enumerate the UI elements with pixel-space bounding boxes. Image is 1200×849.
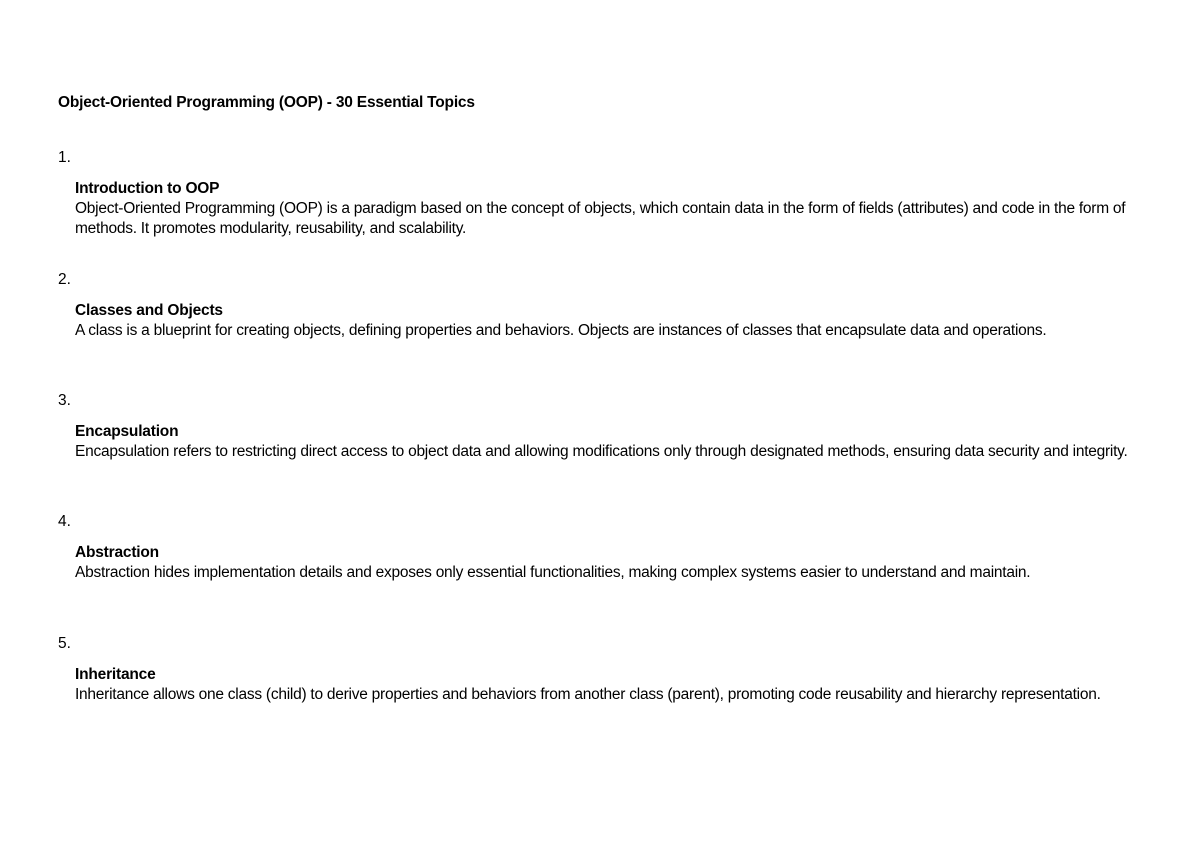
topic-description: Inheritance allows one class (child) to derive properties and behaviors from another class (parent), promoting code reusability and hierarchy representation. bbox=[75, 686, 1101, 703]
topic-heading: Encapsulation bbox=[75, 423, 179, 440]
topic-item bbox=[58, 270, 1148, 341]
topic-body bbox=[75, 422, 1145, 462]
topic-number: 2. bbox=[58, 271, 71, 288]
topic-heading: Abstraction bbox=[75, 544, 159, 561]
topic-item bbox=[58, 512, 1148, 583]
topic-description: A class is a blueprint for creating objects, defining properties and behaviors. Objects are instances of classes that encapsulate data and operations. bbox=[75, 322, 1047, 339]
document-title: Object-Oriented Programming (OOP) - 30 Essential Topics bbox=[58, 94, 475, 111]
topic-number: 1. bbox=[58, 149, 71, 166]
topic-heading: Introduction to OOP bbox=[75, 180, 220, 197]
topic-description: Abstraction hides implementation details and exposes only essential functionalities, making complex systems easier to understand and maintain. bbox=[75, 564, 1031, 581]
topic-heading: Inheritance bbox=[75, 666, 156, 683]
topic-item bbox=[58, 634, 1148, 705]
topic-number: 4. bbox=[58, 513, 71, 530]
topic-description: Encapsulation refers to restricting direct access to object data and allowing modifications only through designated methods, ensuring data security and integrity. bbox=[75, 443, 1128, 460]
topic-number: 3. bbox=[58, 392, 71, 409]
topic-body bbox=[75, 543, 1145, 583]
topic-body bbox=[75, 301, 1145, 341]
topic-description: Object-Oriented Programming (OOP) is a paradigm based on the concept of objects, which contain data in the form of fields (attributes) and code in the form of methods. It promotes modularity, reusability, and scalability. bbox=[75, 200, 1126, 237]
topic-heading: Classes and Objects bbox=[75, 302, 223, 319]
topic-item bbox=[58, 148, 1148, 239]
topic-body bbox=[75, 665, 1145, 705]
topic-number: 5. bbox=[58, 635, 71, 652]
topic-item bbox=[58, 391, 1148, 462]
topic-body bbox=[75, 179, 1145, 239]
